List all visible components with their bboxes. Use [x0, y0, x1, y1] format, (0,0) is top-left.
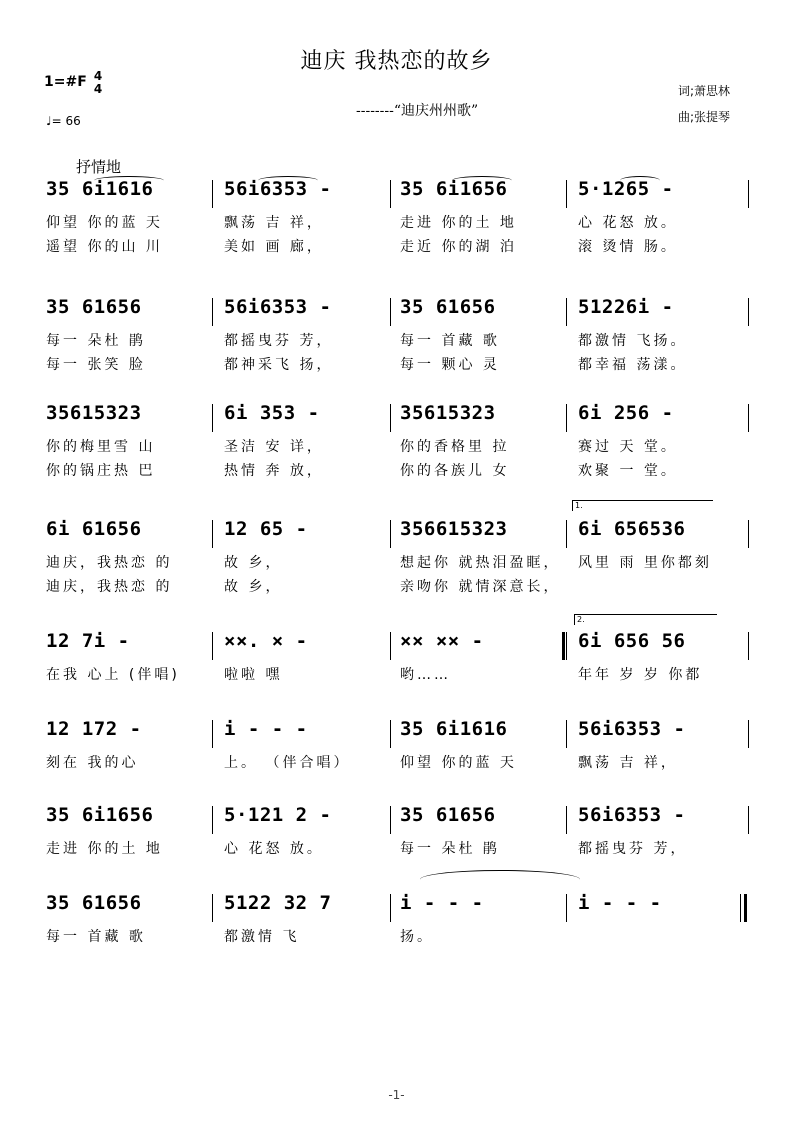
slur: [620, 176, 660, 185]
lyric-verse-2: 滚 烫情 肠。: [578, 239, 678, 255]
measure-notes: 35 6i1616: [46, 178, 154, 200]
lyric-verse-1: 迪庆，我热恋 的: [46, 555, 173, 571]
barline: [748, 806, 749, 834]
lyric-verse-1: 在我 心上 (伴唱): [46, 667, 180, 683]
lyric-verse-1: 飘荡 吉 祥，: [224, 215, 324, 231]
measure-notes: 56i6353 -: [578, 804, 686, 826]
barline: [566, 894, 567, 922]
measure-notes: 6i 353 -: [224, 402, 320, 424]
barline: [390, 720, 391, 748]
score-system: [0, 892, 793, 992]
barline: [566, 520, 567, 548]
lyric-verse-1: 赛过 天 堂。: [578, 439, 678, 455]
lyric-verse-1: 仰望 你的蓝 天: [400, 755, 517, 771]
score-system: [0, 178, 793, 278]
lyric-verse-1: 每一 朵杜 鹃: [400, 841, 500, 857]
measure-notes: 35 61656: [46, 892, 142, 914]
lyric-verse-1: 圣洁 安 详，: [224, 439, 324, 455]
barline: [566, 632, 567, 660]
measure-notes: 56i6353 -: [224, 296, 332, 318]
barline: [212, 806, 213, 834]
lyric-verse-2: 走近 你的湖 泊: [400, 239, 517, 255]
lyric-verse-1: 你的香格里 拉: [400, 439, 510, 455]
barline: [748, 520, 749, 548]
lyric-verse-1: 每一 朵杜 鹃: [46, 333, 146, 349]
barline: [748, 298, 749, 326]
lyric-verse-1: 哟……: [400, 667, 451, 683]
lyric-verse-2: 每一 张笑 脸: [46, 357, 146, 373]
volta-bracket: 2.: [574, 614, 717, 625]
measure-notes: i - - -: [400, 892, 484, 914]
measure-notes: 12 65 -: [224, 518, 308, 540]
barline: [566, 720, 567, 748]
lyric-verse-1: 啦啦 嘿: [224, 667, 283, 683]
measure-notes: i - - -: [578, 892, 662, 914]
lyric-verse-2: 遥望 你的山 川: [46, 239, 163, 255]
barline: [744, 894, 747, 922]
measure-notes: 35 6i1656: [400, 178, 508, 200]
measure-notes: 6i 656536: [578, 518, 686, 540]
measure-notes: 35 61656: [400, 804, 496, 826]
lyric-verse-1: 走进 你的土 地: [400, 215, 517, 231]
measure-notes: ×× ×× -: [400, 630, 484, 652]
measure-notes: 12 7i -: [46, 630, 130, 652]
measure-notes: 35 6i1656: [46, 804, 154, 826]
meter-bottom: 4: [93, 82, 103, 96]
barline: [748, 632, 749, 660]
barline: [390, 298, 391, 326]
measure-notes: 56i6353 -: [224, 178, 332, 200]
barline: [390, 632, 391, 660]
barline: [212, 894, 213, 922]
time-signature: [92, 70, 104, 96]
measure-notes: i - - -: [224, 718, 308, 740]
measure-notes: 35615323: [400, 402, 496, 424]
lyric-verse-1: 走进 你的土 地: [46, 841, 163, 857]
lyric-verse-2: 你的各族儿 女: [400, 463, 510, 479]
barline: [566, 806, 567, 834]
lyric-verse-1: 上。 （伴合唱）: [224, 755, 351, 771]
lyric-verse-1: 每一 首藏 歌: [400, 333, 500, 349]
measure-notes: 35 61656: [400, 296, 496, 318]
lyric-verse-1: 每一 首藏 歌: [46, 929, 146, 945]
barline: [212, 298, 213, 326]
barline: [212, 632, 213, 660]
lyric-verse-2: 都幸福 荡漾。: [578, 357, 688, 373]
measure-notes: 5·1265 -: [578, 178, 674, 200]
lyric-verse-1: 都摇曳芬 芳，: [578, 841, 688, 857]
lyric-verse-1: 心 花怒 放。: [224, 841, 324, 857]
slur: [94, 176, 164, 185]
page-number: -1-: [388, 1088, 405, 1102]
barline: [390, 894, 391, 922]
score-system: [0, 804, 793, 904]
lyric-verse-2: 故 乡，: [224, 579, 283, 595]
measure-notes: 51226i -: [578, 296, 674, 318]
lyric-verse-2: 你的锅庄热 巴: [46, 463, 156, 479]
barline: [390, 520, 391, 548]
slur: [258, 176, 318, 185]
slur: [452, 176, 512, 185]
barline: [748, 720, 749, 748]
song-title: 迪庆 我热恋的故乡: [300, 49, 493, 74]
lyric-verse-1: 都激情 飞扬。: [578, 333, 688, 349]
lyric-verse-1: 故 乡，: [224, 555, 283, 571]
lyric-verse-1: 你的梅里雪 山: [46, 439, 156, 455]
key-signature: 1=#F: [44, 74, 87, 90]
measure-notes: 12 172 -: [46, 718, 142, 740]
lyric-verse-1: 风里 雨 里你都刻: [578, 555, 712, 571]
barline: [566, 404, 567, 432]
lyric-verse-1: 想起你 就热泪盈眶，: [400, 555, 561, 571]
score-system: [0, 718, 793, 818]
slur: [420, 870, 580, 889]
barline: [740, 894, 741, 922]
lyric-verse-2: 热情 奔 放，: [224, 463, 324, 479]
barline: [748, 180, 749, 208]
subtitle: --------“迪庆州州歌”: [356, 103, 479, 119]
tempo-marking: ♩= 66: [46, 114, 81, 128]
score-system: [0, 402, 793, 502]
volta-bracket: 1.: [572, 500, 713, 511]
meter-top: 4: [93, 69, 103, 83]
measure-notes: 6i 61656: [46, 518, 142, 540]
measure-notes: 5·121 2 -: [224, 804, 332, 826]
measure-notes: 6i 656 56: [578, 630, 686, 652]
barline: [390, 404, 391, 432]
lyric-verse-1: 扬。: [400, 929, 434, 945]
barline: [748, 404, 749, 432]
lyric-verse-2: 美如 画 廊，: [224, 239, 324, 255]
barline: [212, 180, 213, 208]
lyric-verse-1: 刻在 我的心: [46, 755, 139, 771]
measure-notes: 35 61656: [46, 296, 142, 318]
lyric-verse-2: 都神采飞 扬，: [224, 357, 334, 373]
lyric-verse-2: 亲吻你 就情深意长，: [400, 579, 561, 595]
measure-notes: 6i 256 -: [578, 402, 674, 424]
barline: [212, 404, 213, 432]
barline: [212, 720, 213, 748]
lyric-verse-1: 年年 岁 岁 你都: [578, 667, 703, 683]
measure-notes: 356615323: [400, 518, 508, 540]
lyric-verse-2: 欢聚 一 堂。: [578, 463, 678, 479]
lyric-verse-2: 每一 颗心 灵: [400, 357, 500, 373]
lyric-verse-1: 仰望 你的蓝 天: [46, 215, 163, 231]
composer: 曲;张提琴: [678, 110, 731, 124]
barline: [390, 180, 391, 208]
barline: [566, 180, 567, 208]
measure-notes: 56i6353 -: [578, 718, 686, 740]
lyricist: 词;萧思林: [678, 84, 731, 98]
lyric-verse-1: 都摇曳芬 芳，: [224, 333, 334, 349]
measure-notes: 35 6i1616: [400, 718, 508, 740]
lyric-verse-2: 迪庆，我热恋 的: [46, 579, 173, 595]
measure-notes: 5122 32 7: [224, 892, 332, 914]
expression-marking: 抒情地: [76, 158, 122, 176]
measure-notes: ××. × -: [224, 630, 308, 652]
barline: [212, 520, 213, 548]
score-system: [0, 296, 793, 396]
score-system: [0, 630, 793, 730]
lyric-verse-1: 都激情 飞: [224, 929, 300, 945]
lyric-verse-1: 心 花怒 放。: [578, 215, 678, 231]
score-system: [0, 518, 793, 618]
barline: [566, 298, 567, 326]
barline: [390, 806, 391, 834]
lyric-verse-1: 飘荡 吉 祥，: [578, 755, 678, 771]
barline: [562, 632, 565, 660]
measure-notes: 35615323: [46, 402, 142, 424]
